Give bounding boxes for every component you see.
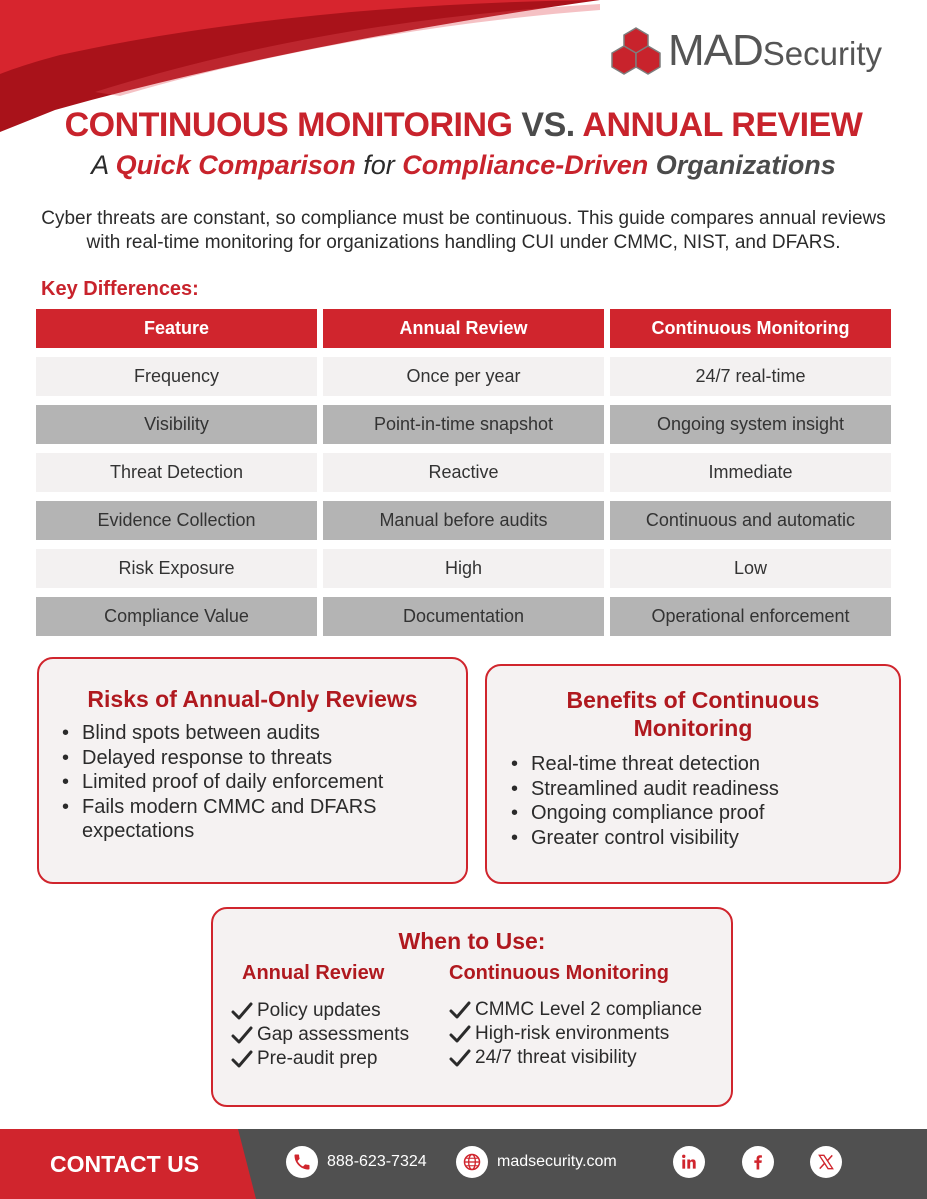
subtitle-part-c: for [355,150,403,180]
logo-mad-text: MAD [668,26,763,75]
intro-paragraph: Cyber threats are constant, so compliance must be continuous. This guide compares annual reviews with real-time monitoring for organizations handling CUI under CMMC, NIST, and DFARS. [41,208,886,253]
checkmark-icon [231,1025,253,1045]
table-cell: Evidence Collection [36,501,317,540]
annual-review-title: Annual Review [242,962,385,984]
checkmark-icon [231,1001,253,1021]
list-item [449,998,702,1022]
page-subtitle [0,150,927,181]
table-row [36,357,891,396]
list-item: • Greater control visibility [509,826,899,851]
risks-box [37,657,468,884]
table-header-row [36,309,891,348]
list-item-label: CMMC Level 2 compliance [475,999,703,1020]
subtitle-part-d: Compliance-Driven [402,150,649,180]
table-cell: Documentation [323,597,604,636]
when-to-use-box [211,907,733,1107]
list-item [231,999,409,1023]
table-cell: Compliance Value [36,597,317,636]
continuous-monitoring-column [449,962,702,1070]
logo-hexagon-icon [610,26,662,76]
list-item: • Streamlined audit readiness [509,777,899,802]
facebook-icon[interactable] [742,1146,774,1178]
title-part-continuous: CONTINUOUS MONITORING [64,106,513,144]
subtitle-part-e: Organizations [648,150,836,180]
table-cell: Manual before audits [323,501,604,540]
table-cell: Frequency [36,357,317,396]
title-part-annual: ANNUAL REVIEW [582,106,863,144]
checkmark-icon [449,1024,471,1044]
title-part-vs: VS. [512,106,583,144]
risks-list [60,721,430,844]
table-cell: Continuous and automatic [610,501,891,540]
benefits-title: Benefits of Continuous Monitoring [566,687,820,741]
table-cell: Immediate [610,453,891,492]
table-cell: Risk Exposure [36,549,317,588]
table-cell: Point-in-time snapshot [323,405,604,444]
phone-icon[interactable] [286,1146,318,1178]
table-row [36,453,891,492]
website-link[interactable]: madsecurity.com [497,1153,617,1170]
checkmark-icon [231,1049,253,1069]
table-cell: 24/7 real-time [610,357,891,396]
list-item-label: High-risk environments [475,1023,670,1044]
continuous-monitoring-title: Continuous Monitoring [449,962,669,984]
table-row [36,549,891,588]
table-cell: Reactive [323,453,604,492]
subtitle-part-b: Quick Comparison [115,150,356,180]
list-item: • Blind spots between audits [60,721,430,746]
table-cell: High [323,549,604,588]
list-item: • Delayed response to threats [60,746,430,771]
list-item [231,1023,409,1047]
table-cell: Low [610,549,891,588]
benefits-box [485,664,901,884]
page-title [0,106,927,145]
list-item: • Fails modern CMMC and DFARS expectations [60,795,430,844]
table-cell: Visibility [36,405,317,444]
contact-us-label: CONTACT US [50,1151,200,1177]
table-cell: Ongoing system insight [610,405,891,444]
table-row [36,597,891,636]
list-item [231,1047,409,1071]
table-row [36,501,891,540]
list-item-label: Pre-audit prep [257,1048,378,1069]
table-row [36,405,891,444]
brand-logo [610,26,882,76]
table-header-cell: Continuous Monitoring [610,309,891,348]
annual-review-list [231,999,409,1071]
table-header-cell: Feature [36,309,317,348]
key-differences-heading: Key Differences: [41,278,199,300]
table-cell: Operational enforcement [610,597,891,636]
list-item-label: Policy updates [257,1000,381,1021]
list-item [449,1046,702,1070]
list-item [449,1022,702,1046]
table-header-cell: Annual Review [323,309,604,348]
risks-title: Risks of Annual-Only Reviews [87,686,418,712]
x-icon[interactable] [810,1146,842,1178]
phone-number[interactable]: 888-623-7324 [327,1153,427,1170]
list-item: • Ongoing compliance proof [509,801,899,826]
globe-icon[interactable] [456,1146,488,1178]
checkmark-icon [449,1048,471,1068]
list-item-label: Gap assessments [257,1024,410,1045]
table-cell: Threat Detection [36,453,317,492]
checkmark-icon [449,1000,471,1020]
footer-bar [0,1129,927,1199]
list-item: • Real-time threat detection [509,752,899,777]
list-item: • Limited proof of daily enforcement [60,770,430,795]
list-item-label: 24/7 threat visibility [475,1047,637,1068]
linkedin-icon[interactable] [673,1146,705,1178]
logo-security-text: Security [762,35,882,72]
when-to-use-title: When to Use: [398,928,546,954]
subtitle-part-a: A [91,150,116,180]
comparison-table [36,309,891,645]
annual-review-column [231,962,409,1071]
continuous-monitoring-list [449,998,702,1070]
benefits-list [509,752,899,850]
table-cell: Once per year [323,357,604,396]
